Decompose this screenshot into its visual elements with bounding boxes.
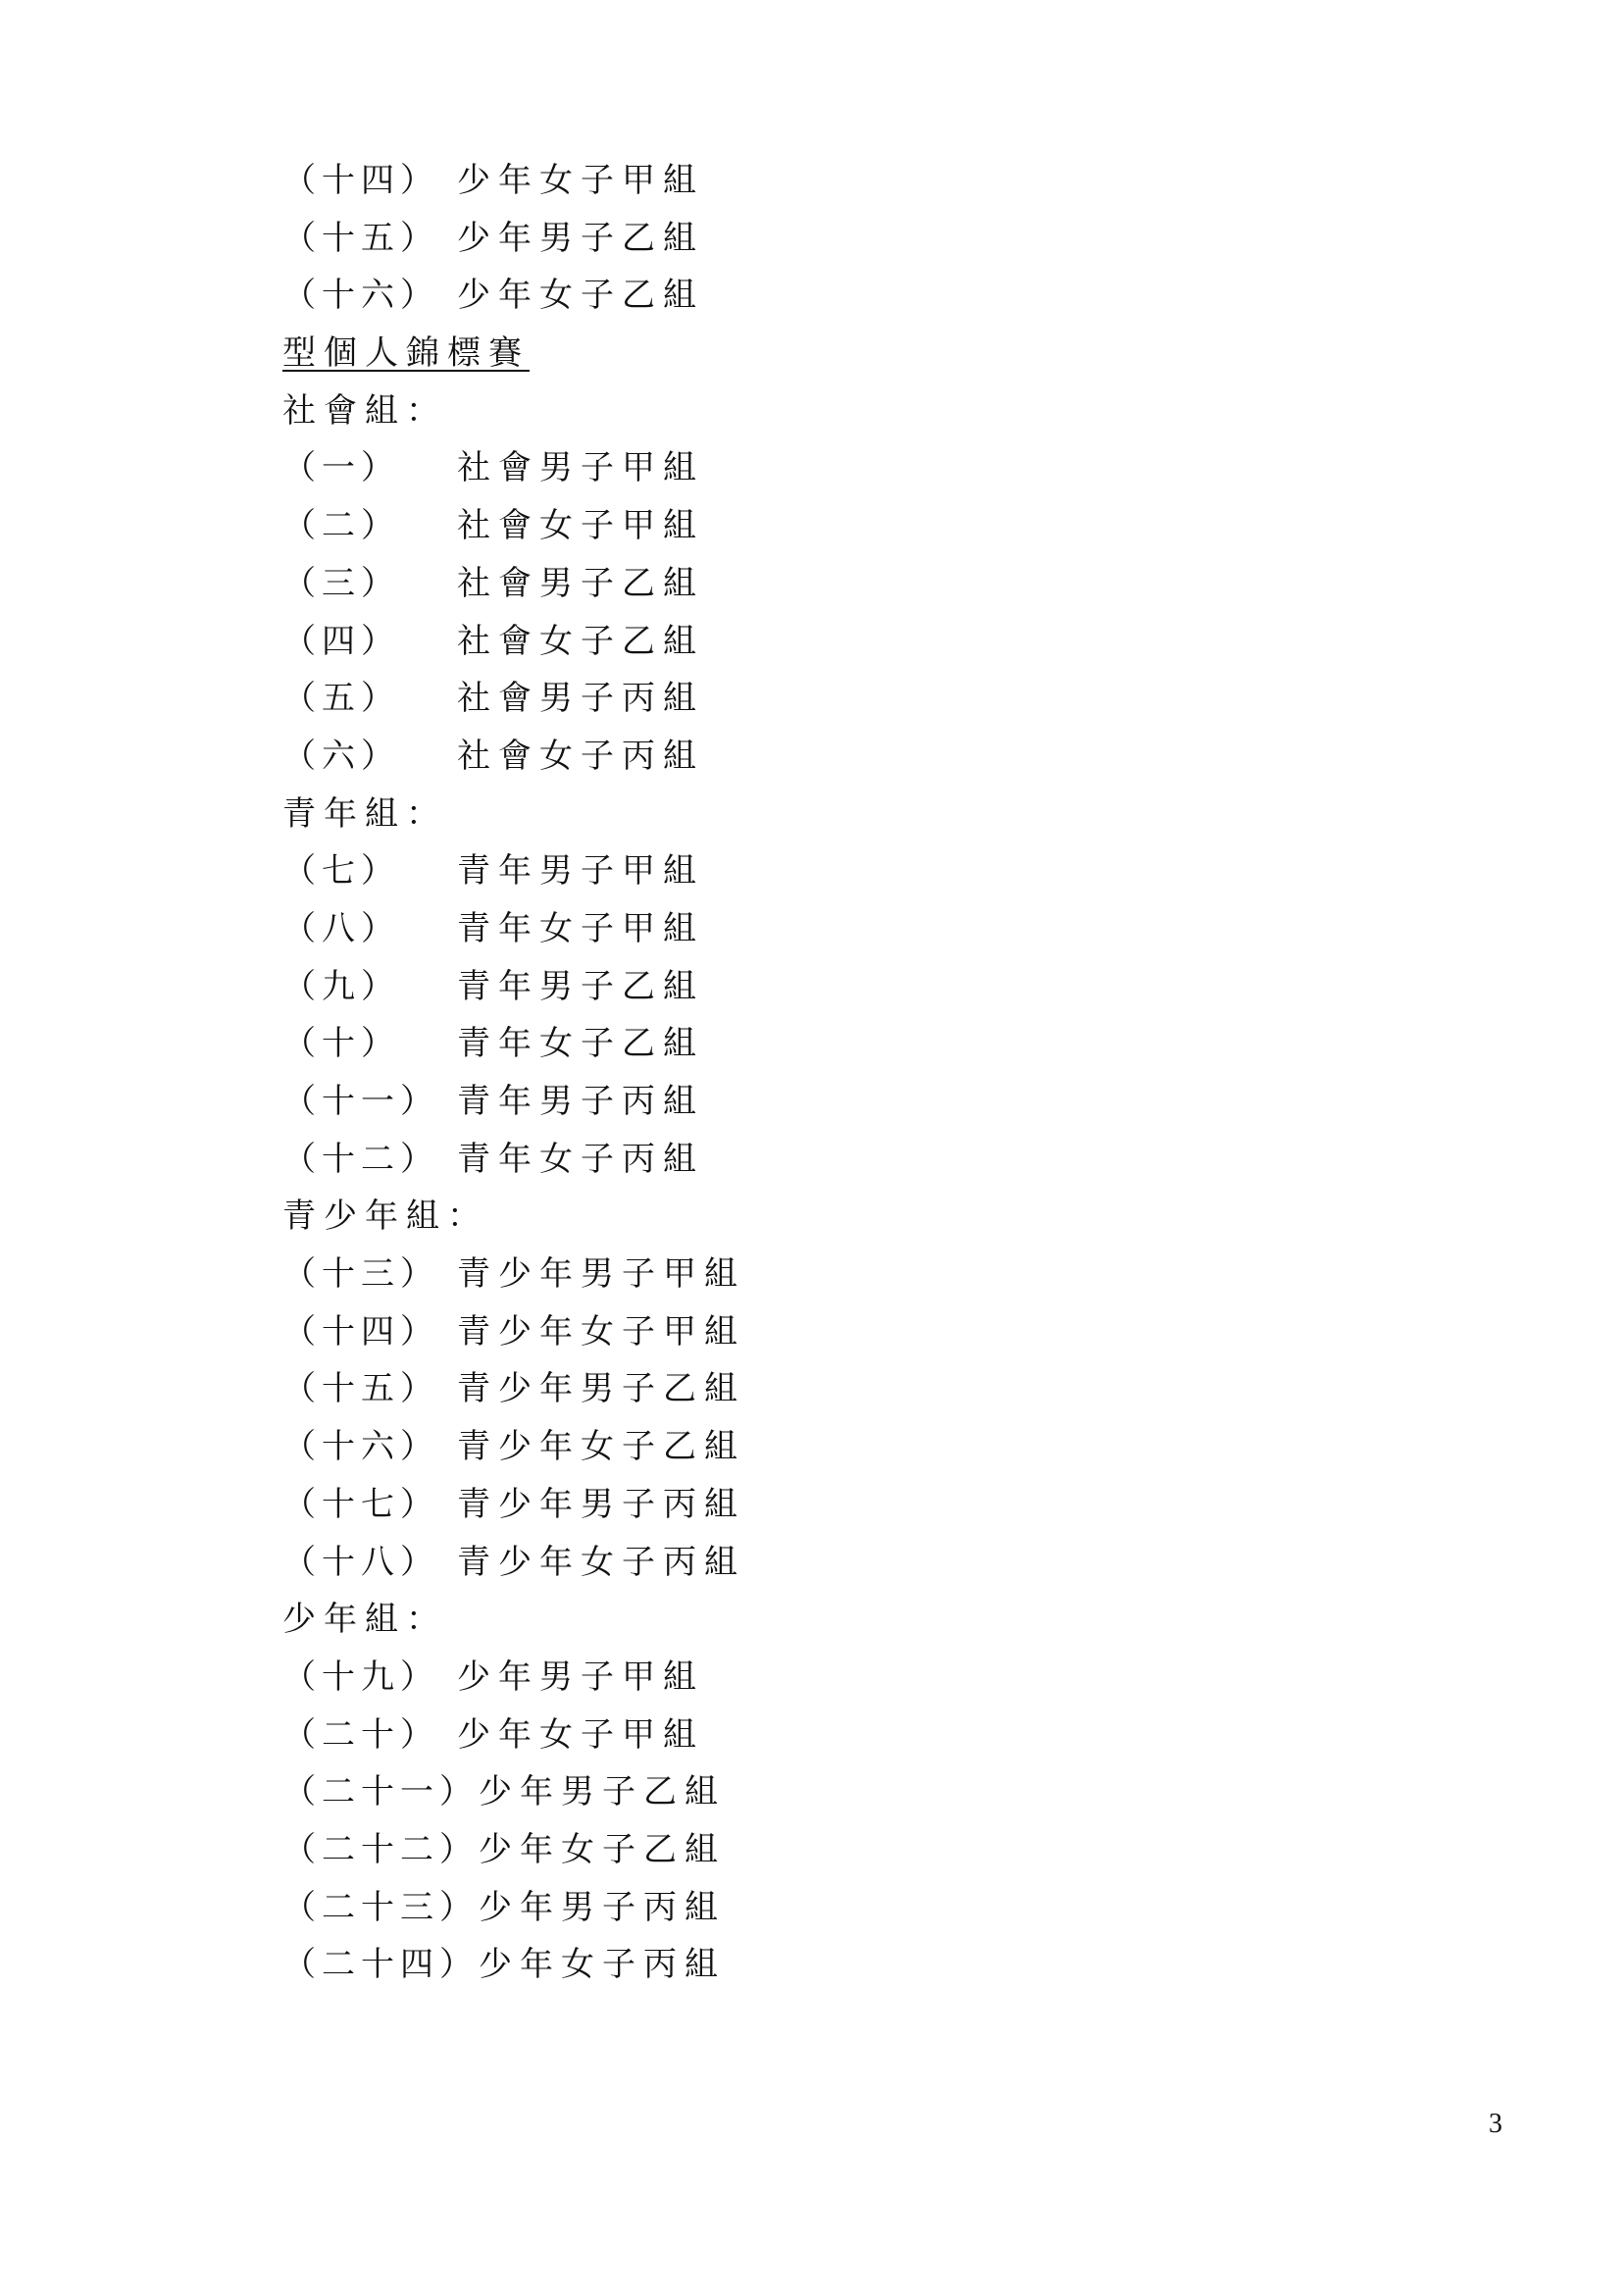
item-label: 青年男子甲組 — [457, 851, 704, 892]
item-number: （十九） — [282, 1657, 439, 1697]
list-item — [282, 842, 1263, 900]
item-number: （十五） — [282, 1369, 439, 1409]
group-title: 社會組： — [282, 390, 447, 431]
list-item — [282, 1131, 1263, 1189]
item-label: 社會男子甲組 — [457, 448, 704, 488]
item-number: （二） — [282, 506, 400, 546]
item-label: 青年女子甲組 — [457, 908, 704, 948]
list-item — [282, 728, 1263, 786]
list-item — [282, 1418, 1263, 1476]
item-label: 少年女子丙組 — [479, 1945, 726, 1985]
item-number: （十） — [282, 1024, 400, 1064]
item-label: 少年男子乙組 — [479, 1772, 726, 1812]
item-number: （十六） — [282, 276, 439, 316]
list-item — [282, 439, 1263, 497]
item-label: 青年男子丙組 — [457, 1082, 704, 1121]
list-item — [282, 900, 1263, 958]
item-label: 青少年男子乙組 — [457, 1369, 745, 1409]
list-item — [282, 152, 1263, 210]
list-item — [282, 613, 1263, 671]
item-label: 少年男子丙組 — [479, 1887, 726, 1927]
list-item — [282, 1360, 1263, 1418]
item-label: 青少年女子甲組 — [457, 1311, 745, 1351]
item-label: 少年男子乙組 — [457, 218, 704, 258]
list-item — [282, 1879, 1263, 1937]
item-label: 青少年女子丙組 — [457, 1542, 745, 1582]
item-number: （二十三） — [282, 1887, 479, 1927]
item-number: （十七） — [282, 1484, 439, 1524]
item-label: 社會男子乙組 — [457, 563, 704, 603]
item-label: 社會女子甲組 — [457, 506, 704, 546]
item-number: （九） — [282, 966, 400, 1006]
item-number: （十二） — [282, 1139, 439, 1179]
item-label: 少年女子乙組 — [479, 1829, 726, 1869]
item-number: （六） — [282, 736, 400, 776]
item-number: （一） — [282, 448, 400, 488]
list-item — [282, 958, 1263, 1016]
list-item — [282, 555, 1263, 613]
item-label: 青少年女子乙組 — [457, 1427, 745, 1467]
item-number: （十八） — [282, 1542, 439, 1582]
item-label: 少年女子甲組 — [457, 1714, 704, 1755]
list-item — [282, 1303, 1263, 1361]
list-item — [282, 497, 1263, 555]
list-item — [282, 1534, 1263, 1592]
item-label: 青年女子乙組 — [457, 1024, 704, 1064]
item-label: 青年女子丙組 — [457, 1139, 704, 1179]
list-item — [282, 1476, 1263, 1534]
item-number: （二十一） — [282, 1772, 479, 1812]
page-number: 3 — [1489, 2109, 1502, 2139]
list-item — [282, 1763, 1263, 1821]
item-number: （二十） — [282, 1714, 439, 1755]
group-title: 少年組： — [282, 1600, 447, 1640]
list-item — [282, 1073, 1263, 1131]
item-label: 社會女子丙組 — [457, 736, 704, 776]
item-number: （十一） — [282, 1082, 439, 1121]
item-label: 青年男子乙組 — [457, 966, 704, 1006]
item-number: （四） — [282, 621, 400, 661]
item-label: 社會男子丙組 — [457, 679, 704, 719]
section-heading-row — [282, 325, 1263, 382]
item-label: 少年女子乙組 — [457, 276, 704, 316]
section-heading: 型個人錦標賽 — [282, 333, 530, 374]
item-number: （十六） — [282, 1427, 439, 1467]
list-item — [282, 1707, 1263, 1764]
list-item — [282, 670, 1263, 728]
item-label: 青少年男子甲組 — [457, 1254, 745, 1295]
list-item — [282, 1649, 1263, 1707]
item-number: （十三） — [282, 1254, 439, 1295]
item-number: （八） — [282, 908, 400, 948]
list-item — [282, 1936, 1263, 1994]
list-item — [282, 267, 1263, 325]
item-label: 社會女子乙組 — [457, 621, 704, 661]
item-number: （十四） — [282, 161, 439, 200]
list-item — [282, 1015, 1263, 1073]
item-label: 少年男子甲組 — [457, 1657, 704, 1697]
item-number: （二十四） — [282, 1945, 479, 1985]
list-item — [282, 1246, 1263, 1303]
item-label: 少年女子甲組 — [457, 161, 704, 200]
item-number: （十四） — [282, 1311, 439, 1351]
item-number: （七） — [282, 851, 400, 892]
list-item — [282, 210, 1263, 268]
item-label: 青少年男子丙組 — [457, 1484, 745, 1524]
list-item — [282, 1821, 1263, 1879]
item-number: （三） — [282, 563, 400, 603]
group-title: 青少年組： — [282, 1197, 488, 1237]
document-body — [282, 152, 1263, 1994]
item-number: （十五） — [282, 218, 439, 258]
group-title: 青年組： — [282, 793, 447, 834]
item-number: （五） — [282, 679, 400, 719]
item-number: （二十二） — [282, 1829, 479, 1869]
